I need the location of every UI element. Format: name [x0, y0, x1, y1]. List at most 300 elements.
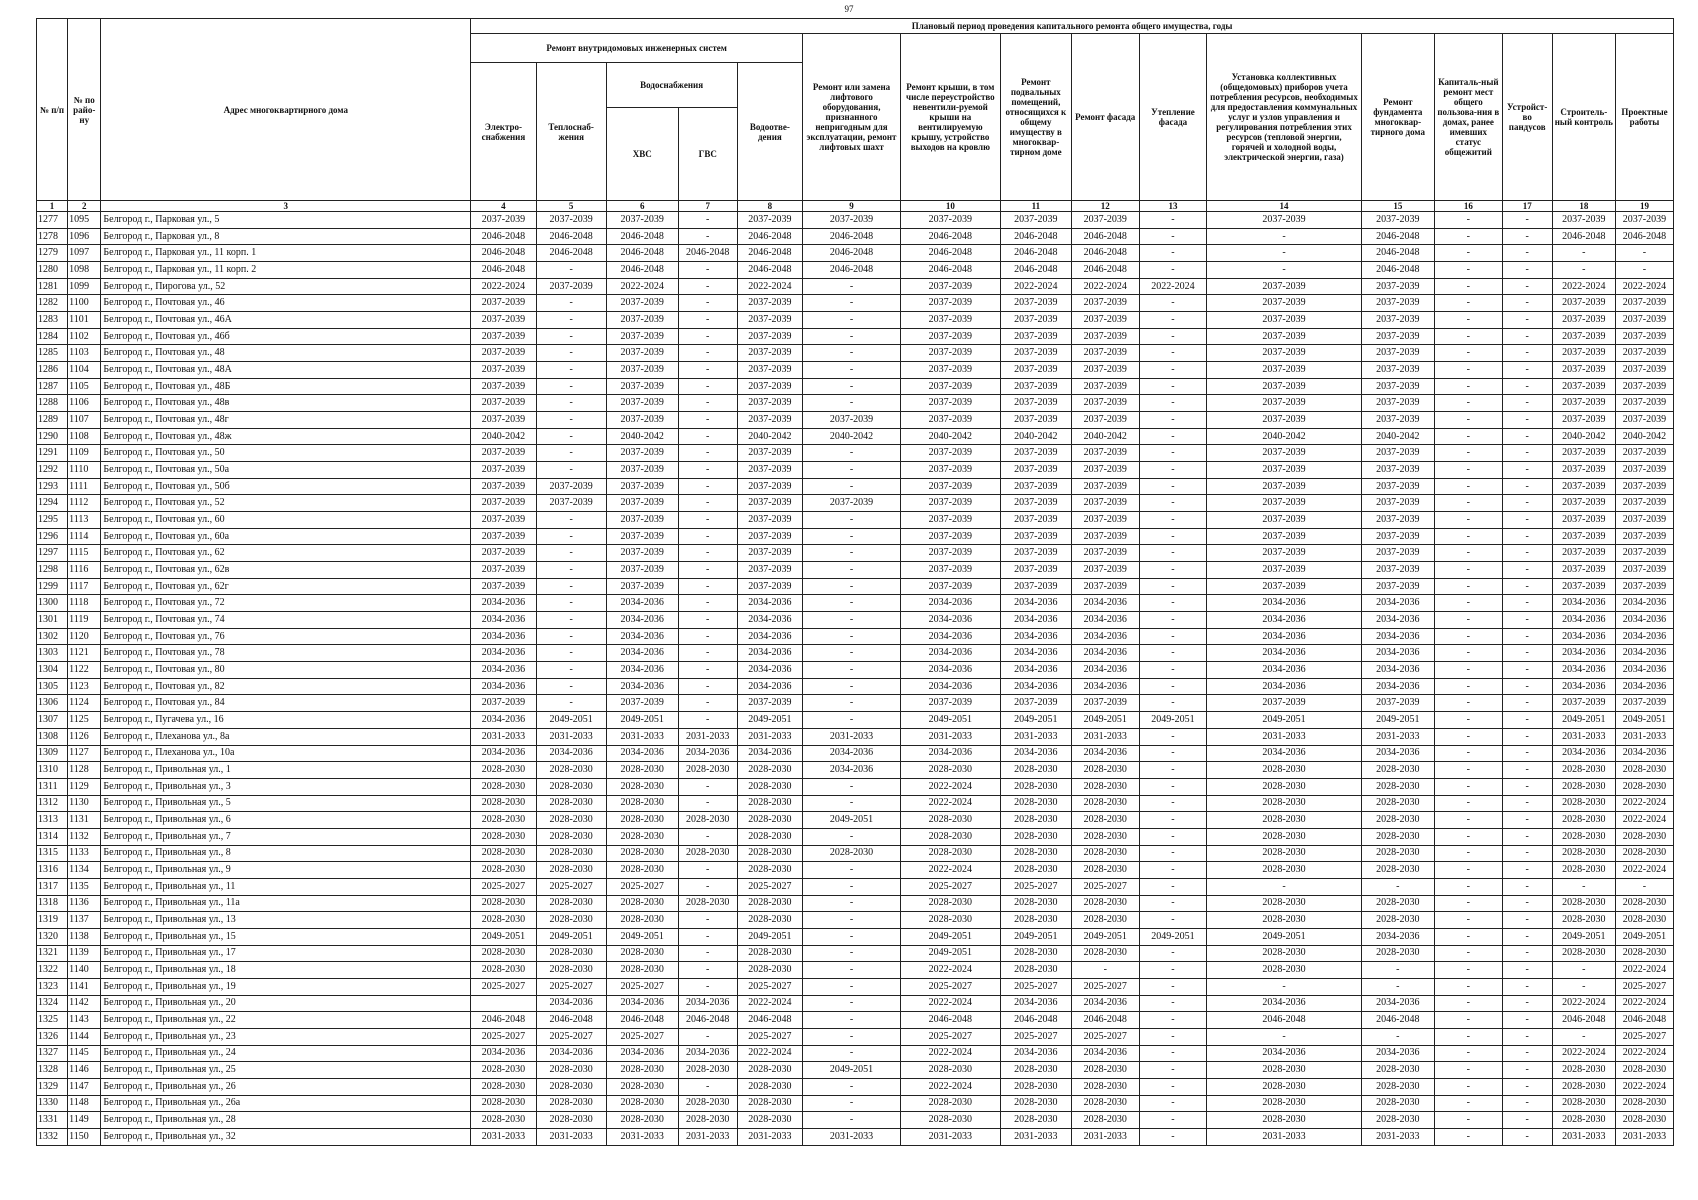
district-number-cell: 1129	[68, 778, 101, 795]
period-cell: 2025-2027	[1000, 978, 1071, 995]
period-cell: -	[1615, 878, 1673, 895]
period-cell: 2037-2039	[471, 345, 537, 362]
period-cell: 2034-2036	[471, 662, 537, 679]
period-cell: -	[1502, 1045, 1552, 1062]
period-cell: 2028-2030	[1207, 845, 1361, 862]
period-cell: -	[678, 928, 737, 945]
period-cell: -	[1361, 962, 1434, 979]
district-number-cell: 1099	[68, 278, 101, 295]
district-number-cell: 1097	[68, 245, 101, 262]
period-cell: 2037-2039	[471, 445, 537, 462]
period-cell: 2037-2039	[471, 395, 537, 412]
period-cell: -	[1139, 328, 1207, 345]
header-address: Адрес многоквартирного дома	[101, 19, 471, 201]
period-cell: 2028-2030	[678, 1062, 737, 1079]
period-cell: 2037-2039	[1361, 412, 1434, 429]
period-cell: -	[1139, 578, 1207, 595]
period-cell: 2046-2048	[900, 1012, 1000, 1029]
period-cell: 2028-2030	[1071, 1112, 1139, 1129]
period-cell: 2037-2039	[1552, 295, 1615, 312]
period-cell: -	[803, 512, 901, 529]
period-cell: -	[1434, 778, 1502, 795]
row-number-cell: 1322	[37, 962, 68, 979]
period-cell: 2028-2030	[1071, 812, 1139, 829]
period-cell: 2037-2039	[1361, 578, 1434, 595]
table-row	[37, 762, 1674, 779]
row-number-cell: 1288	[37, 395, 68, 412]
period-cell: 2037-2039	[1552, 412, 1615, 429]
period-cell: 2034-2036	[471, 1045, 537, 1062]
period-cell: 2049-2051	[737, 712, 803, 729]
period-cell: -	[1434, 395, 1502, 412]
period-cell: 2028-2030	[737, 812, 803, 829]
period-cell: -	[803, 328, 901, 345]
period-cell: -	[1139, 795, 1207, 812]
address-cell: Белгород г., Почтовая ул., 72	[101, 595, 471, 612]
period-cell: 2028-2030	[1361, 1078, 1434, 1095]
period-cell: 2022-2024	[1615, 1045, 1673, 1062]
row-number-cell: 1306	[37, 695, 68, 712]
period-cell: 2040-2042	[803, 428, 901, 445]
period-cell: 2025-2027	[900, 1028, 1000, 1045]
period-cell: -	[1434, 295, 1502, 312]
period-cell: 2028-2030	[606, 912, 678, 929]
table-row	[37, 995, 1674, 1012]
period-cell: -	[678, 545, 737, 562]
period-cell: 2028-2030	[1361, 778, 1434, 795]
period-cell: 2034-2036	[900, 612, 1000, 629]
column-number: 3	[101, 201, 471, 212]
period-cell: -	[1139, 812, 1207, 829]
period-cell: -	[678, 695, 737, 712]
period-cell: -	[536, 412, 606, 429]
period-cell: -	[1139, 845, 1207, 862]
period-cell: -	[1502, 512, 1552, 529]
period-cell: 2037-2039	[737, 528, 803, 545]
district-number-cell: 1132	[68, 828, 101, 845]
period-cell: 2037-2039	[1071, 545, 1139, 562]
period-cell: 2022-2024	[900, 995, 1000, 1012]
table-row	[37, 428, 1674, 445]
period-cell: 2022-2024	[1615, 1078, 1673, 1095]
period-cell: 2037-2039	[1615, 695, 1673, 712]
column-number: 13	[1139, 201, 1207, 212]
period-cell: 2037-2039	[1361, 328, 1434, 345]
period-cell: -	[1502, 1028, 1552, 1045]
period-cell: 2022-2024	[1552, 278, 1615, 295]
row-number-cell: 1297	[37, 545, 68, 562]
period-cell: 2025-2027	[471, 1028, 537, 1045]
period-cell: 2037-2039	[1071, 412, 1139, 429]
period-cell: 2037-2039	[1207, 695, 1361, 712]
period-cell	[471, 995, 537, 1012]
period-cell: 2037-2039	[1207, 445, 1361, 462]
period-cell: -	[1139, 528, 1207, 545]
period-cell: 2049-2051	[900, 712, 1000, 729]
period-cell: 2028-2030	[1552, 895, 1615, 912]
period-cell: -	[1502, 878, 1552, 895]
period-cell: 2028-2030	[737, 828, 803, 845]
table-row	[37, 712, 1674, 729]
period-cell: 2049-2051	[803, 812, 901, 829]
period-cell: 2028-2030	[900, 912, 1000, 929]
address-cell: Белгород г., Привольная ул., 18	[101, 962, 471, 979]
period-cell: 2037-2039	[471, 545, 537, 562]
district-number-cell: 1149	[68, 1112, 101, 1129]
period-cell: -	[678, 378, 737, 395]
period-cell: -	[1139, 378, 1207, 395]
period-cell: 2028-2030	[1000, 862, 1071, 879]
district-number-cell: 1116	[68, 562, 101, 579]
period-cell: -	[1434, 345, 1502, 362]
period-cell: -	[1139, 428, 1207, 445]
period-cell: 2037-2039	[1361, 462, 1434, 479]
period-cell: 2037-2039	[471, 578, 537, 595]
period-cell: 2028-2030	[471, 1095, 537, 1112]
district-number-cell: 1102	[68, 328, 101, 345]
period-cell: 2046-2048	[678, 245, 737, 262]
row-number-cell: 1298	[37, 562, 68, 579]
period-cell: -	[678, 778, 737, 795]
district-number-cell: 1110	[68, 462, 101, 479]
period-cell: 2028-2030	[900, 845, 1000, 862]
period-cell: -	[1502, 478, 1552, 495]
period-cell: -	[678, 228, 737, 245]
period-cell: 2037-2039	[1071, 445, 1139, 462]
period-cell: -	[536, 695, 606, 712]
period-cell: 2028-2030	[536, 962, 606, 979]
row-number-cell: 1307	[37, 712, 68, 729]
address-cell: Белгород г., Почтовая ул., 48Б	[101, 378, 471, 395]
period-cell: 2049-2051	[536, 928, 606, 945]
table-row	[37, 1095, 1674, 1112]
period-cell: 2034-2036	[1071, 662, 1139, 679]
row-number-cell: 1311	[37, 778, 68, 795]
period-cell: 2034-2036	[678, 745, 737, 762]
period-cell: 2028-2030	[678, 1095, 737, 1112]
row-number-cell: 1293	[37, 478, 68, 495]
row-number-cell: 1321	[37, 945, 68, 962]
period-cell: 2028-2030	[737, 912, 803, 929]
header-foundation: Ремонт фундамента многоквар-тирного дома	[1361, 34, 1434, 201]
period-cell: -	[678, 795, 737, 812]
period-cell: 2034-2036	[1207, 745, 1361, 762]
period-cell: 2037-2039	[471, 462, 537, 479]
table-body	[37, 212, 1674, 1146]
period-cell: -	[678, 412, 737, 429]
header-meters: Установка коллективных (общедомовых) приборов учета потребления ресурсов, необходимых для предоставления коммунальных услуг и узлов управления и регулирования потребления этих ресурсов (тепловой энергии, горячей и холодной воды, электрической энергии, газа)	[1207, 34, 1361, 201]
district-number-cell: 1144	[68, 1028, 101, 1045]
period-cell: 2049-2051	[536, 712, 606, 729]
period-cell: 2037-2039	[737, 462, 803, 479]
period-cell: 2028-2030	[1361, 795, 1434, 812]
address-cell: Белгород г., Плеханова ул., 10а	[101, 745, 471, 762]
row-number-cell: 1287	[37, 378, 68, 395]
period-cell: 2034-2036	[606, 628, 678, 645]
period-cell: -	[1502, 395, 1552, 412]
period-cell: 2037-2039	[1000, 395, 1071, 412]
period-cell: -	[1139, 678, 1207, 695]
period-cell: 2034-2036	[1000, 645, 1071, 662]
period-cell: 2037-2039	[1207, 362, 1361, 379]
period-cell: 2028-2030	[737, 1095, 803, 1112]
row-number-cell: 1324	[37, 995, 68, 1012]
period-cell: 2028-2030	[471, 862, 537, 879]
period-cell: 2022-2024	[1552, 1045, 1615, 1062]
table-row	[37, 278, 1674, 295]
district-number-cell: 1130	[68, 795, 101, 812]
period-cell: 2034-2036	[737, 645, 803, 662]
period-cell: 2037-2039	[803, 212, 901, 229]
period-cell: 2028-2030	[678, 1112, 737, 1129]
period-cell: 2028-2030	[678, 812, 737, 829]
period-cell: 2037-2039	[1207, 578, 1361, 595]
row-number-cell: 1280	[37, 262, 68, 279]
period-cell: 2037-2039	[737, 328, 803, 345]
period-cell: -	[803, 612, 901, 629]
period-cell: 2034-2036	[737, 662, 803, 679]
period-cell: 2034-2036	[1552, 678, 1615, 695]
period-cell: 2046-2048	[737, 245, 803, 262]
district-number-cell: 1146	[68, 1062, 101, 1079]
period-cell: 2034-2036	[1361, 678, 1434, 695]
period-cell: -	[1502, 812, 1552, 829]
period-cell: 2034-2036	[737, 745, 803, 762]
period-cell: 2046-2048	[606, 245, 678, 262]
period-cell: 2037-2039	[471, 495, 537, 512]
period-cell: 2028-2030	[1361, 912, 1434, 929]
district-number-cell: 1140	[68, 962, 101, 979]
row-number-cell: 1313	[37, 812, 68, 829]
period-cell: 2049-2051	[606, 712, 678, 729]
period-cell: 2037-2039	[606, 562, 678, 579]
period-cell: -	[1434, 878, 1502, 895]
row-number-cell: 1301	[37, 612, 68, 629]
row-number-cell: 1325	[37, 1012, 68, 1029]
period-cell: 2028-2030	[1000, 828, 1071, 845]
period-cell: 2037-2039	[606, 528, 678, 545]
period-cell: 2037-2039	[471, 328, 537, 345]
table-row	[37, 978, 1674, 995]
period-cell: 2037-2039	[606, 378, 678, 395]
period-cell: 2028-2030	[606, 1062, 678, 1079]
period-cell: 2037-2039	[1615, 412, 1673, 429]
period-cell: -	[1434, 212, 1502, 229]
period-cell: -	[1502, 462, 1552, 479]
period-cell: -	[678, 212, 737, 229]
period-cell: -	[1139, 362, 1207, 379]
period-cell: -	[1434, 845, 1502, 862]
period-cell: 2034-2036	[1000, 628, 1071, 645]
period-cell: 2049-2051	[1615, 712, 1673, 729]
period-cell: -	[1502, 528, 1552, 545]
period-cell: 2022-2024	[900, 1045, 1000, 1062]
header-water-supply: Водоснабжения	[606, 63, 737, 108]
period-cell: -	[1502, 445, 1552, 462]
period-cell: 2028-2030	[737, 862, 803, 879]
table-row	[37, 528, 1674, 545]
period-cell: 2037-2039	[1000, 478, 1071, 495]
district-number-cell: 1119	[68, 612, 101, 629]
period-cell: -	[1434, 562, 1502, 579]
period-cell: 2028-2030	[1361, 762, 1434, 779]
table-row	[37, 662, 1674, 679]
period-cell: -	[678, 595, 737, 612]
period-cell: 2034-2036	[1552, 745, 1615, 762]
period-cell: -	[1139, 612, 1207, 629]
period-cell: 2028-2030	[1552, 945, 1615, 962]
period-cell: -	[678, 362, 737, 379]
period-cell: 2049-2051	[471, 928, 537, 945]
period-cell: 2037-2039	[1615, 445, 1673, 462]
row-number-cell: 1285	[37, 345, 68, 362]
table-row	[37, 295, 1674, 312]
column-number: 2	[68, 201, 101, 212]
period-cell: -	[1502, 828, 1552, 845]
address-cell: Белгород г., Почтовая ул., 48г	[101, 412, 471, 429]
table-row	[37, 1012, 1674, 1029]
period-cell: 2046-2048	[1552, 228, 1615, 245]
period-cell: -	[678, 478, 737, 495]
period-cell: 2028-2030	[536, 1078, 606, 1095]
period-cell: 2028-2030	[1361, 895, 1434, 912]
period-cell: 2028-2030	[471, 828, 537, 845]
table-row	[37, 228, 1674, 245]
period-cell: 2037-2039	[1552, 578, 1615, 595]
column-number: 10	[900, 201, 1000, 212]
period-cell: 2028-2030	[678, 762, 737, 779]
header-ramps: Устройст-во пандусов	[1502, 34, 1552, 201]
period-cell: 2031-2033	[1000, 728, 1071, 745]
period-cell: 2025-2027	[1000, 878, 1071, 895]
period-cell: 2025-2027	[536, 978, 606, 995]
period-cell: -	[678, 495, 737, 512]
period-cell: -	[1139, 1062, 1207, 1079]
period-cell: -	[803, 862, 901, 879]
district-number-cell: 1124	[68, 695, 101, 712]
period-cell: 2037-2039	[900, 412, 1000, 429]
address-cell: Белгород г., Почтовая ул., 50а	[101, 462, 471, 479]
period-cell: 2028-2030	[1207, 945, 1361, 962]
period-cell: 2022-2024	[737, 995, 803, 1012]
period-cell: 2028-2030	[1207, 778, 1361, 795]
period-cell: -	[1502, 1012, 1552, 1029]
period-cell: -	[1615, 262, 1673, 279]
period-cell: 2022-2024	[606, 278, 678, 295]
address-cell: Белгород г., Почтовая ул., 48	[101, 345, 471, 362]
period-cell: 2028-2030	[1207, 962, 1361, 979]
period-cell: 2022-2024	[1000, 278, 1071, 295]
row-number-cell: 1296	[37, 528, 68, 545]
period-cell: 2037-2039	[1552, 528, 1615, 545]
district-number-cell: 1111	[68, 478, 101, 495]
period-cell: 2028-2030	[1615, 828, 1673, 845]
period-cell: 2037-2039	[1361, 345, 1434, 362]
period-cell: 2034-2036	[1071, 595, 1139, 612]
row-number-cell: 1282	[37, 295, 68, 312]
period-cell: -	[803, 628, 901, 645]
period-cell: 2028-2030	[1552, 1078, 1615, 1095]
table-row	[37, 212, 1674, 229]
period-cell: 2049-2051	[1071, 928, 1139, 945]
address-cell: Белгород г., Привольная ул., 26	[101, 1078, 471, 1095]
period-cell: 2037-2039	[606, 495, 678, 512]
period-cell: -	[1434, 262, 1502, 279]
period-cell: 2028-2030	[1552, 828, 1615, 845]
period-cell: 2028-2030	[1361, 945, 1434, 962]
period-cell: -	[803, 878, 901, 895]
period-cell: 2037-2039	[471, 295, 537, 312]
period-cell: 2034-2036	[1207, 628, 1361, 645]
header-n-district: № по райо-ну	[68, 19, 101, 201]
period-cell: 2025-2027	[1000, 1028, 1071, 1045]
period-cell: -	[1502, 778, 1552, 795]
period-cell: 2028-2030	[471, 912, 537, 929]
address-cell: Белгород г., Почтовая ул., 48А	[101, 362, 471, 379]
column-number: 11	[1000, 201, 1071, 212]
period-cell: 2028-2030	[606, 945, 678, 962]
period-cell: 2037-2039	[1552, 478, 1615, 495]
period-cell: 2037-2039	[606, 445, 678, 462]
period-cell: 2037-2039	[1552, 512, 1615, 529]
period-cell: -	[1434, 678, 1502, 695]
column-number: 15	[1361, 201, 1434, 212]
period-cell: 2034-2036	[1071, 645, 1139, 662]
period-cell: 2037-2039	[1615, 328, 1673, 345]
period-cell: 2034-2036	[900, 595, 1000, 612]
period-cell: -	[803, 378, 901, 395]
period-cell: -	[1139, 962, 1207, 979]
table-row	[37, 262, 1674, 279]
period-cell: 2046-2048	[471, 262, 537, 279]
column-number-row	[37, 201, 1674, 212]
period-cell: 2037-2039	[1615, 312, 1673, 329]
period-cell: -	[1502, 328, 1552, 345]
period-cell: 2037-2039	[606, 478, 678, 495]
period-cell: 2037-2039	[737, 312, 803, 329]
period-cell: 2028-2030	[471, 762, 537, 779]
row-number-cell: 1326	[37, 1028, 68, 1045]
period-cell: -	[1139, 662, 1207, 679]
period-cell: 2049-2051	[1552, 928, 1615, 945]
period-cell: 2037-2039	[1071, 212, 1139, 229]
address-cell: Белгород г., Привольная ул., 13	[101, 912, 471, 929]
period-cell: 2037-2039	[737, 545, 803, 562]
period-cell: -	[678, 278, 737, 295]
period-cell: -	[1207, 245, 1361, 262]
period-cell: -	[1502, 928, 1552, 945]
period-cell: 2028-2030	[1071, 1095, 1139, 1112]
period-cell: -	[1502, 1128, 1552, 1145]
period-cell: 2046-2048	[803, 228, 901, 245]
table-row	[37, 628, 1674, 645]
period-cell: 2028-2030	[1361, 845, 1434, 862]
period-cell: 2040-2042	[900, 428, 1000, 445]
period-cell: -	[1434, 1045, 1502, 1062]
period-cell: 2031-2033	[536, 728, 606, 745]
period-cell: 2046-2048	[536, 1012, 606, 1029]
period-cell: 2025-2027	[900, 978, 1000, 995]
period-cell: 2046-2048	[1000, 245, 1071, 262]
period-cell: 2028-2030	[1071, 895, 1139, 912]
period-cell: 2028-2030	[536, 812, 606, 829]
period-cell: 2034-2036	[1552, 662, 1615, 679]
period-cell: 2028-2030	[737, 945, 803, 962]
period-cell: 2034-2036	[737, 678, 803, 695]
period-cell: -	[678, 512, 737, 529]
period-cell: 2037-2039	[471, 362, 537, 379]
period-cell: 2025-2027	[737, 978, 803, 995]
